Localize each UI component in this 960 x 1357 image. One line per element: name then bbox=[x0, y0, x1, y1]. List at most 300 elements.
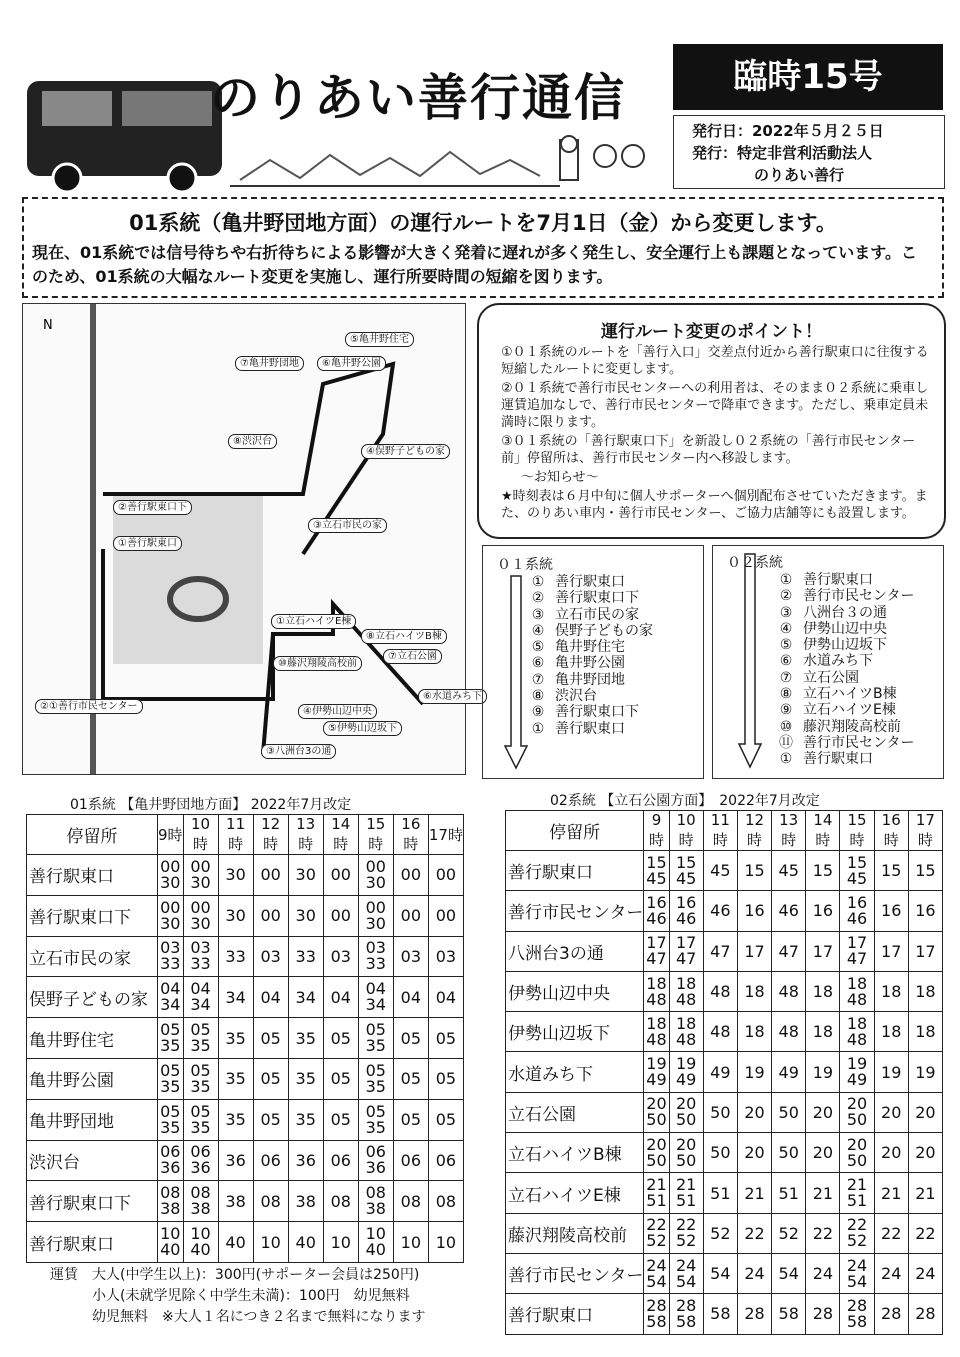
departure-time-cell: 06 36 bbox=[358, 1140, 393, 1181]
departure-time-cell: 18 bbox=[908, 1012, 942, 1052]
departure-time-cell: 21 bbox=[737, 1173, 771, 1213]
fare-info bbox=[50, 1265, 425, 1328]
departure-time-cell: 20 bbox=[737, 1092, 771, 1132]
departure-time-cell: 33 bbox=[218, 936, 253, 977]
departure-time-cell: 05 35 bbox=[183, 1018, 218, 1059]
departure-time-cell: 46 bbox=[703, 891, 737, 931]
departure-time-cell: 19 bbox=[806, 1052, 840, 1092]
departure-time-cell: 03 33 bbox=[358, 936, 393, 977]
map-stop: ⑧渋沢台 bbox=[228, 434, 277, 449]
departure-time-cell: 05 bbox=[393, 1099, 428, 1140]
down-arrow-icon bbox=[505, 576, 527, 771]
departure-time-cell: 00 30 bbox=[183, 895, 218, 936]
publication-info bbox=[673, 115, 945, 189]
stop-number: ③ bbox=[779, 604, 793, 621]
publisher-name: のりあい善行 bbox=[754, 166, 845, 184]
departure-time-cell: 16 bbox=[806, 891, 840, 931]
table-row bbox=[27, 1018, 464, 1059]
table-row bbox=[27, 977, 464, 1018]
departure-time-cell: 20 bbox=[806, 1092, 840, 1132]
departure-time-cell: 49 bbox=[703, 1052, 737, 1092]
departure-time-cell: 05 bbox=[323, 1018, 358, 1059]
stop-number: ① bbox=[779, 751, 793, 768]
departure-time-cell: 18 bbox=[806, 1012, 840, 1052]
departure-time-cell: 16 46 bbox=[669, 891, 703, 931]
departure-time-cell: 19 bbox=[737, 1052, 771, 1092]
departure-time-cell: 50 bbox=[703, 1133, 737, 1173]
hour-column-header: 16時 bbox=[874, 811, 908, 851]
departure-time-cell: 00 30 bbox=[158, 855, 184, 896]
map-stop: ④伊勢山辺中央 bbox=[298, 704, 377, 719]
departure-time-cell: 16 bbox=[908, 891, 942, 931]
hour-column-header: 10時 bbox=[669, 811, 703, 851]
departure-time-cell: 06 bbox=[393, 1140, 428, 1181]
departure-time-cell: 28 bbox=[737, 1294, 771, 1334]
departure-time-cell: 40 bbox=[218, 1222, 253, 1263]
departure-time-cell: 18 48 bbox=[669, 1012, 703, 1052]
route-stop bbox=[769, 751, 943, 767]
departure-time-cell: 15 bbox=[908, 851, 942, 891]
timetable-header-row bbox=[506, 811, 943, 851]
stop-name-cell: 伊勢山辺坂下 bbox=[506, 1012, 644, 1052]
route-stop bbox=[521, 721, 703, 737]
map-stop: ⑥水道みち下 bbox=[418, 689, 487, 704]
departure-time-cell: 33 bbox=[288, 936, 323, 977]
departure-time-cell: 22 52 bbox=[669, 1213, 703, 1253]
route-stop bbox=[769, 572, 943, 588]
departure-time-cell: 00 bbox=[253, 895, 288, 936]
departure-time-cell: 30 bbox=[218, 855, 253, 896]
departure-time-cell: 17 47 bbox=[840, 931, 874, 971]
departure-time-cell: 05 bbox=[323, 1058, 358, 1099]
departure-time-cell: 22 bbox=[806, 1213, 840, 1253]
departure-time-cell: 04 34 bbox=[358, 977, 393, 1018]
departure-time-cell: 05 35 bbox=[358, 1058, 393, 1099]
hour-column-header: 12時 bbox=[737, 811, 771, 851]
publisher: 発行：特定非営利活動法人 bbox=[692, 144, 873, 162]
timetable-02 bbox=[505, 810, 943, 1335]
hour-column-header: 16時 bbox=[393, 815, 428, 855]
table-row bbox=[27, 1099, 464, 1140]
departure-time-cell: 03 bbox=[428, 936, 463, 977]
departure-time-cell: 05 bbox=[323, 1099, 358, 1140]
departure-time-cell: 24 bbox=[806, 1253, 840, 1293]
stop-name: 善行駅東口下 bbox=[555, 590, 639, 607]
departure-time-cell: 20 50 bbox=[669, 1092, 703, 1132]
departure-time-cell: 19 49 bbox=[669, 1052, 703, 1092]
departure-time-cell: 10 bbox=[393, 1222, 428, 1263]
departure-time-cell: 21 bbox=[874, 1173, 908, 1213]
departure-time-cell: 28 bbox=[806, 1294, 840, 1334]
table-row bbox=[506, 1092, 943, 1132]
fare-infant: 幼児無料 ※大人１名につき２名まで無料になります bbox=[50, 1309, 426, 1325]
newsletter-title: のりあい善行通信 bbox=[210, 69, 626, 127]
timetable-02-caption: 02系統 【立石公園方面】 2022年7月改定 bbox=[550, 793, 820, 809]
route-stop bbox=[521, 688, 703, 704]
departure-time-cell: 18 bbox=[874, 1012, 908, 1052]
bus-illustration bbox=[22, 66, 227, 196]
departure-time-cell: 08 38 bbox=[158, 1181, 184, 1222]
departure-time-cell: 51 bbox=[703, 1173, 737, 1213]
stop-name-cell: 善行駅東口下 bbox=[27, 895, 158, 936]
departure-time-cell: 00 30 bbox=[183, 855, 218, 896]
stop-number: ⑦ bbox=[779, 669, 793, 686]
map-stop: ③立石市民の家 bbox=[308, 518, 387, 533]
departure-time-cell: 06 36 bbox=[183, 1140, 218, 1181]
departure-time-cell: 24 54 bbox=[840, 1253, 874, 1293]
departure-time-cell: 52 bbox=[703, 1213, 737, 1253]
point-item: ②０１系統で善行市民センターへの利用者は、そのまま０２系統に乗車し運賃追加なしで、善行市民センターで降車できます。ただし、乗車定員未満時に限ります。 bbox=[501, 381, 929, 430]
route-02-list bbox=[712, 545, 944, 779]
table-row bbox=[506, 931, 943, 971]
departure-time-cell: 04 bbox=[323, 977, 358, 1018]
departure-time-cell: 20 bbox=[908, 1092, 942, 1132]
departure-time-cell: 05 bbox=[393, 1018, 428, 1059]
departure-time-cell: 08 bbox=[393, 1181, 428, 1222]
departure-time-cell: 00 30 bbox=[358, 855, 393, 896]
stop-number: ① bbox=[779, 572, 793, 588]
departure-time-cell: 18 bbox=[874, 971, 908, 1011]
route-stop bbox=[769, 702, 943, 718]
departure-time-cell: 54 bbox=[772, 1253, 806, 1293]
departure-time-cell: 19 bbox=[908, 1052, 942, 1092]
departure-time-cell: 48 bbox=[703, 1012, 737, 1052]
departure-time-cell: 30 bbox=[288, 855, 323, 896]
departure-time-cell: 20 50 bbox=[840, 1133, 874, 1173]
departure-time-cell: 10 bbox=[323, 1222, 358, 1263]
map-stop: ⑩藤沢翔陵高校前 bbox=[273, 656, 362, 671]
stop-name-cell: 水道みち下 bbox=[506, 1052, 644, 1092]
departure-time-cell: 06 bbox=[253, 1140, 288, 1181]
departure-time-cell: 06 bbox=[428, 1140, 463, 1181]
map-stop: ⑧立石ハイツB棟 bbox=[361, 629, 447, 644]
departure-time-cell: 16 bbox=[874, 891, 908, 931]
route-02-title: ０２系統 bbox=[727, 555, 783, 571]
timetable-header-row bbox=[27, 815, 464, 855]
departure-time-cell: 18 48 bbox=[644, 1012, 669, 1052]
departure-time-cell: 24 54 bbox=[644, 1253, 669, 1293]
stop-name-cell: 善行駅東口下 bbox=[27, 1181, 158, 1222]
table-row bbox=[27, 936, 464, 977]
route-01-title: ０１系統 bbox=[497, 557, 553, 573]
stop-number: ⑨ bbox=[779, 702, 793, 719]
announcement-heading: ～お知らせ～ bbox=[521, 470, 599, 485]
departure-time-cell: 36 bbox=[218, 1140, 253, 1181]
departure-time-cell: 28 bbox=[908, 1294, 942, 1334]
departure-time-cell: 19 49 bbox=[840, 1052, 874, 1092]
table-row bbox=[27, 1140, 464, 1181]
route-stop bbox=[769, 719, 943, 735]
departure-time-cell: 28 58 bbox=[840, 1294, 874, 1334]
point-item: ③０１系統の「善行駅東口下」を新設し０２系統の「善行市民センター前」停留所は、善行市民センター内へ移設します。 bbox=[501, 434, 916, 466]
departure-time-cell: 16 46 bbox=[840, 891, 874, 931]
departure-time-cell: 18 bbox=[737, 971, 771, 1011]
map-stop: ②①善行市民センター bbox=[35, 699, 143, 714]
fare-child: 小人(未就学児除く中学生未満)：100円 幼児無料 bbox=[50, 1288, 410, 1304]
table-row bbox=[27, 895, 464, 936]
departure-time-cell: 21 bbox=[806, 1173, 840, 1213]
stop-name-cell: 善行駅東口 bbox=[506, 851, 644, 891]
stop-number: ⑤ bbox=[779, 637, 793, 654]
departure-time-cell: 05 35 bbox=[183, 1058, 218, 1099]
stop-name: 善行駅東口 bbox=[555, 574, 625, 590]
route-stop bbox=[521, 623, 703, 639]
stop-number: ⑨ bbox=[531, 704, 545, 721]
departure-time-cell: 00 bbox=[428, 855, 463, 896]
stop-number: ⑥ bbox=[531, 655, 545, 672]
departure-time-cell: 24 bbox=[908, 1253, 942, 1293]
departure-time-cell: 08 bbox=[323, 1181, 358, 1222]
departure-time-cell: 50 bbox=[772, 1133, 806, 1173]
stop-column-header: 停留所 bbox=[506, 811, 644, 851]
departure-time-cell: 21 bbox=[908, 1173, 942, 1213]
route-stop bbox=[769, 670, 943, 686]
departure-time-cell: 48 bbox=[772, 971, 806, 1011]
departure-time-cell: 03 bbox=[393, 936, 428, 977]
departure-time-cell: 05 bbox=[253, 1058, 288, 1099]
departure-time-cell: 17 bbox=[874, 931, 908, 971]
stop-number: ⑧ bbox=[779, 686, 793, 703]
route-stop bbox=[521, 607, 703, 623]
departure-time-cell: 21 51 bbox=[669, 1173, 703, 1213]
stop-name-cell: 伊勢山辺中央 bbox=[506, 971, 644, 1011]
hour-column-header: 13時 bbox=[772, 811, 806, 851]
hour-column-header: 14時 bbox=[806, 811, 840, 851]
map-stop: ⑦立石公園 bbox=[383, 649, 442, 664]
table-row bbox=[506, 851, 943, 891]
map-stop: ③八洲台3の通 bbox=[261, 744, 336, 759]
map-stop: ⑦亀井野団地 bbox=[235, 356, 304, 371]
hour-column-header: 15時 bbox=[358, 815, 393, 855]
departure-time-cell: 04 bbox=[428, 977, 463, 1018]
hour-column-header: 11時 bbox=[218, 815, 253, 855]
departure-time-cell: 48 bbox=[703, 971, 737, 1011]
route-stop bbox=[769, 605, 943, 621]
departure-time-cell: 00 bbox=[323, 895, 358, 936]
stop-name-cell: 藤沢翔陵高校前 bbox=[506, 1213, 644, 1253]
stop-name-cell: 立石ハイツB棟 bbox=[506, 1133, 644, 1173]
stop-number: ⑪ bbox=[779, 734, 793, 751]
departure-time-cell: 03 33 bbox=[183, 936, 218, 977]
stop-name-cell: 立石市民の家 bbox=[27, 936, 158, 977]
departure-time-cell: 10 40 bbox=[358, 1222, 393, 1263]
route-change-notice bbox=[22, 197, 944, 298]
departure-time-cell: 06 bbox=[323, 1140, 358, 1181]
route-stop bbox=[769, 637, 943, 653]
route-stop bbox=[521, 590, 703, 606]
hour-column-header: 9時 bbox=[644, 811, 669, 851]
departure-time-cell: 20 50 bbox=[840, 1092, 874, 1132]
stop-name: 立石市民の家 bbox=[555, 606, 639, 623]
departure-time-cell: 35 bbox=[218, 1099, 253, 1140]
table-row bbox=[506, 1012, 943, 1052]
map-stop: ⑤伊勢山辺坂下 bbox=[323, 721, 402, 736]
stop-name: 善行駅東口 bbox=[803, 572, 873, 588]
departure-time-cell: 08 bbox=[428, 1181, 463, 1222]
table-row bbox=[506, 1133, 943, 1173]
departure-time-cell: 04 34 bbox=[183, 977, 218, 1018]
route-02-stops bbox=[769, 572, 943, 768]
departure-time-cell: 17 47 bbox=[644, 931, 669, 971]
stop-name-cell: 渋沢台 bbox=[27, 1140, 158, 1181]
departure-time-cell: 34 bbox=[218, 977, 253, 1018]
departure-time-cell: 17 47 bbox=[669, 931, 703, 971]
departure-time-cell: 15 45 bbox=[840, 851, 874, 891]
departure-time-cell: 03 bbox=[253, 936, 288, 977]
route-01-list bbox=[482, 545, 704, 779]
departure-time-cell: 58 bbox=[772, 1294, 806, 1334]
departure-time-cell: 22 52 bbox=[840, 1213, 874, 1253]
hour-column-header: 17時 bbox=[908, 811, 942, 851]
departure-time-cell: 40 bbox=[288, 1222, 323, 1263]
town-illustration bbox=[230, 130, 650, 192]
departure-time-cell: 20 50 bbox=[669, 1133, 703, 1173]
route-stop bbox=[769, 653, 943, 669]
stop-name-cell: 善行市民センター bbox=[506, 1253, 644, 1293]
stop-name: 立石ハイツB棟 bbox=[803, 686, 897, 703]
stop-number: ⑧ bbox=[531, 688, 545, 705]
table-row bbox=[27, 1222, 464, 1263]
departure-time-cell: 22 bbox=[874, 1213, 908, 1253]
departure-time-cell: 46 bbox=[772, 891, 806, 931]
departure-time-cell: 18 bbox=[908, 971, 942, 1011]
hour-column-header: 17時 bbox=[428, 815, 463, 855]
map-stop: ⑥亀井野公園 bbox=[317, 356, 386, 371]
departure-time-cell: 22 bbox=[737, 1213, 771, 1253]
stop-number: ① bbox=[531, 720, 545, 737]
departure-time-cell: 38 bbox=[288, 1181, 323, 1222]
fare-adult: 運賃 大人(中学生以上)：300円(サポーター会員は250円) bbox=[50, 1267, 420, 1283]
departure-time-cell: 06 36 bbox=[158, 1140, 184, 1181]
departure-time-cell: 08 bbox=[253, 1181, 288, 1222]
departure-time-cell: 05 bbox=[253, 1099, 288, 1140]
departure-time-cell: 50 bbox=[772, 1092, 806, 1132]
departure-time-cell: 35 bbox=[218, 1018, 253, 1059]
departure-time-cell: 05 bbox=[428, 1018, 463, 1059]
departure-time-cell: 16 bbox=[737, 891, 771, 931]
table-row bbox=[506, 1213, 943, 1253]
hour-column-header: 10時 bbox=[183, 815, 218, 855]
departure-time-cell: 19 bbox=[874, 1052, 908, 1092]
route-stop bbox=[521, 574, 703, 590]
route-stop bbox=[521, 639, 703, 655]
departure-time-cell: 00 30 bbox=[158, 895, 184, 936]
hour-column-header: 9時 bbox=[158, 815, 184, 855]
departure-time-cell: 45 bbox=[703, 851, 737, 891]
departure-time-cell: 58 bbox=[703, 1294, 737, 1334]
departure-time-cell: 18 48 bbox=[644, 971, 669, 1011]
departure-time-cell: 36 bbox=[288, 1140, 323, 1181]
departure-time-cell: 20 50 bbox=[644, 1092, 669, 1132]
departure-time-cell: 30 bbox=[288, 895, 323, 936]
map-stop: ⑤亀井野住宅 bbox=[345, 332, 414, 347]
route-stop bbox=[521, 655, 703, 671]
departure-time-cell: 22 52 bbox=[644, 1213, 669, 1253]
announcement-text: ★時刻表は６月中旬に個人サポーターへ個別配布させていただきます。また、のりあい車内・善行市民センター、ご協力店舗等にも設置します。 bbox=[501, 489, 928, 521]
route-map bbox=[22, 303, 482, 775]
departure-time-cell: 35 bbox=[288, 1058, 323, 1099]
departure-time-cell: 48 bbox=[772, 1012, 806, 1052]
stop-name: 善行駅東口下 bbox=[555, 704, 639, 721]
stop-name: 亀井野住宅 bbox=[555, 639, 625, 656]
table-row bbox=[506, 1052, 943, 1092]
departure-time-cell: 04 bbox=[253, 977, 288, 1018]
stop-name: 善行駅東口 bbox=[803, 751, 873, 768]
departure-time-cell: 47 bbox=[703, 931, 737, 971]
departure-time-cell: 03 33 bbox=[158, 936, 184, 977]
departure-time-cell: 05 35 bbox=[158, 1058, 184, 1099]
stop-name: 亀井野団地 bbox=[555, 671, 625, 688]
departure-time-cell: 00 30 bbox=[358, 895, 393, 936]
departure-time-cell: 20 bbox=[874, 1092, 908, 1132]
route-stop bbox=[769, 621, 943, 637]
stop-name: 渋沢台 bbox=[555, 688, 597, 705]
departure-time-cell: 49 bbox=[772, 1052, 806, 1092]
stop-number: ④ bbox=[531, 622, 545, 639]
stop-number: ① bbox=[531, 574, 545, 590]
stop-name: 善行市民センター bbox=[803, 588, 915, 605]
points-title: 運行ルート変更のポイント！ bbox=[601, 322, 822, 342]
departure-time-cell: 05 35 bbox=[183, 1099, 218, 1140]
departure-time-cell: 24 bbox=[874, 1253, 908, 1293]
issue-number: 臨時15号 bbox=[673, 44, 943, 110]
departure-time-cell: 20 bbox=[737, 1133, 771, 1173]
hour-column-header: 14時 bbox=[323, 815, 358, 855]
point-item: ①０１系統のルートを「善行入口」交差点付近から善行駅東口に往復する短縮したルートに変更します。 bbox=[501, 345, 929, 377]
route-stop bbox=[769, 588, 943, 604]
change-points-box bbox=[477, 303, 946, 539]
departure-time-cell: 05 35 bbox=[158, 1018, 184, 1059]
notice-body: 現在、01系統では信号待ちや右折待ちによる影響が大きく発着に遅れが多く発生し、安全運行上も課題となっています。このため、01系統の大幅なルート変更を実施し、運行所要時間の短縮を図ります。 bbox=[32, 243, 917, 286]
timetable-01-caption: 01系統 【亀井野団地方面】 2022年7月改定 bbox=[70, 797, 352, 813]
stop-name-cell: 亀井野住宅 bbox=[27, 1018, 158, 1059]
departure-time-cell: 16 46 bbox=[644, 891, 669, 931]
stop-name-cell: 亀井野公園 bbox=[27, 1058, 158, 1099]
stop-name-cell: 立石ハイツE棟 bbox=[506, 1173, 644, 1213]
route-01-stops bbox=[521, 574, 703, 737]
stop-name-cell: 立石公園 bbox=[506, 1092, 644, 1132]
stop-column-header: 停留所 bbox=[27, 815, 158, 855]
departure-time-cell: 05 35 bbox=[358, 1018, 393, 1059]
departure-time-cell: 00 bbox=[428, 895, 463, 936]
departure-time-cell: 21 51 bbox=[644, 1173, 669, 1213]
stop-name: 藤沢翔陵高校前 bbox=[803, 718, 901, 735]
stop-number: ⑥ bbox=[779, 653, 793, 670]
table-row bbox=[27, 1058, 464, 1099]
departure-time-cell: 20 bbox=[874, 1133, 908, 1173]
table-row bbox=[506, 891, 943, 931]
route-stop bbox=[769, 735, 943, 751]
departure-time-cell: 22 bbox=[908, 1213, 942, 1253]
table-row bbox=[27, 1181, 464, 1222]
hour-column-header: 12時 bbox=[253, 815, 288, 855]
map-stop: ①善行駅東口 bbox=[113, 536, 182, 551]
hour-column-header: 11時 bbox=[703, 811, 737, 851]
stop-number: ⑤ bbox=[531, 639, 545, 656]
departure-time-cell: 05 35 bbox=[358, 1099, 393, 1140]
departure-time-cell: 20 50 bbox=[644, 1133, 669, 1173]
departure-time-cell: 20 bbox=[806, 1133, 840, 1173]
stop-number: ⑩ bbox=[779, 718, 793, 735]
stop-number: ④ bbox=[779, 620, 793, 637]
departure-time-cell: 03 bbox=[323, 936, 358, 977]
departure-time-cell: 19 49 bbox=[644, 1052, 669, 1092]
stop-name: 善行駅東口 bbox=[555, 720, 625, 737]
departure-time-cell: 34 bbox=[288, 977, 323, 1018]
departure-time-cell: 28 58 bbox=[644, 1294, 669, 1334]
stop-name-cell: 八洲台3の通 bbox=[506, 931, 644, 971]
departure-time-cell: 10 bbox=[253, 1222, 288, 1263]
